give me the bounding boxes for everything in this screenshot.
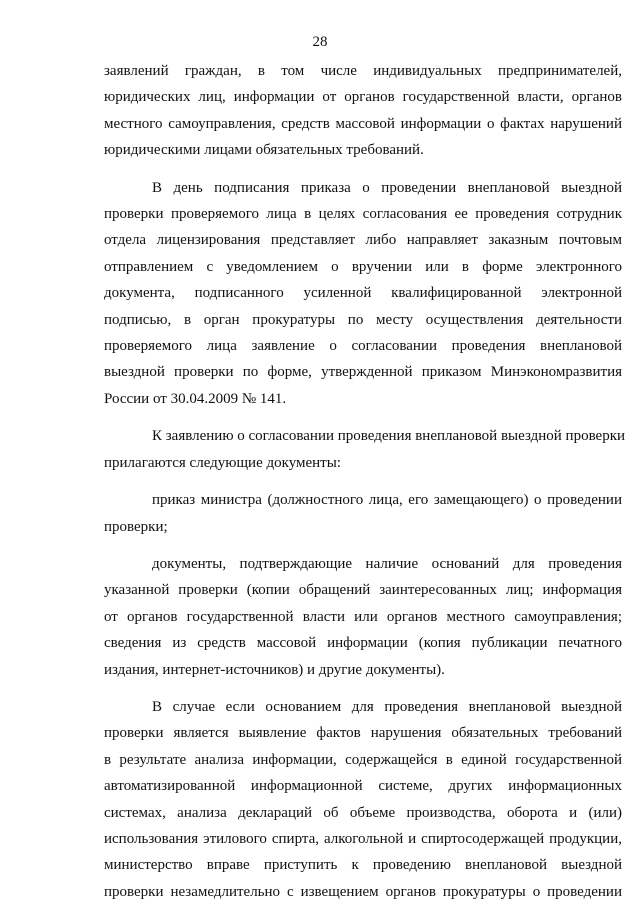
text-line: К заявлению о согласовании проведения внеплановой выездной проверки (152, 428, 626, 445)
text-line: от органов государственной власти или органов местного самоуправления; (104, 608, 622, 625)
page-number: 28 (312, 34, 328, 50)
text-line: автоматизированной информационной системе, других информационных (104, 778, 622, 795)
text-line: проверки незамедлительно с извещением органов прокуратуры о проведении (104, 883, 622, 900)
text-line: проверяемого лица заявление о согласовании проведения внеплановой (104, 338, 622, 355)
text-line: прилагаются следующие документы: (104, 454, 341, 471)
text-line: выездной проверки по форме, утвержденной приказом Минэкономразвития (104, 364, 622, 381)
text-line: указанной проверки (копии обращений заинтересованных лиц; информация (104, 582, 622, 599)
text-line: отправлением с уведомлением о вручении или в форме электронного (104, 258, 622, 275)
text-line: В случае если основанием для проведения внеплановой выездной (152, 698, 622, 715)
text-line: документы, подтверждающие наличие оснований для проведения (152, 555, 622, 572)
paragraph-5 (104, 551, 622, 683)
paragraph-3 (104, 423, 626, 476)
paragraph-1 (104, 58, 622, 164)
text-line: проверки является выявление фактов нарушения обязательных требований (104, 725, 622, 742)
text-line: использования этилового спирта, алкогольной и спиртосодержащей продукции, (104, 830, 622, 847)
text-line: министерство вправе приступить к проведению внеплановой выездной (104, 857, 622, 874)
text-line: проверки проверяемого лица в целях согласования ее проведения сотрудник (104, 206, 622, 223)
paragraph-4 (104, 487, 622, 540)
text-line: сведения из средств массовой информации (копия публикации печатного (104, 635, 622, 652)
text-line: юридических лиц, информации от органов государственной власти, органов (104, 89, 622, 106)
text-line: приказ министра (должностного лица, его замещающего) о проведении (152, 492, 622, 509)
text-line: в результате анализа информации, содержащейся в единой государственной (104, 751, 622, 768)
text-line: проверки; (104, 518, 168, 535)
text-line: системах, анализа деклараций об объеме производства, оборота и (или) (104, 804, 622, 821)
document-body (104, 58, 626, 905)
text-line: юридическими лицами обязательных требований. (104, 142, 424, 159)
text-line: издания, интернет-источников) и другие документы). (104, 661, 445, 678)
text-line: документа, подписанного усиленной квалифицированной электронной (104, 285, 622, 302)
paragraph-6 (104, 694, 622, 905)
text-line: заявлений граждан, в том числе индивидуальных предпринимателей, (104, 63, 622, 79)
text-line: подписью, в орган прокуратуры по месту осуществления деятельности (104, 311, 622, 328)
paragraph-2 (104, 175, 622, 413)
text-line: отдела лицензирования представляет либо направляет заказным почтовым (104, 232, 622, 249)
text-line: России от 30.04.2009 № 141. (104, 390, 287, 407)
text-line: местного самоуправления, средств массовой информации о фактах нарушений (104, 115, 622, 132)
text-line: В день подписания приказа о проведении внеплановой выездной (152, 179, 622, 196)
